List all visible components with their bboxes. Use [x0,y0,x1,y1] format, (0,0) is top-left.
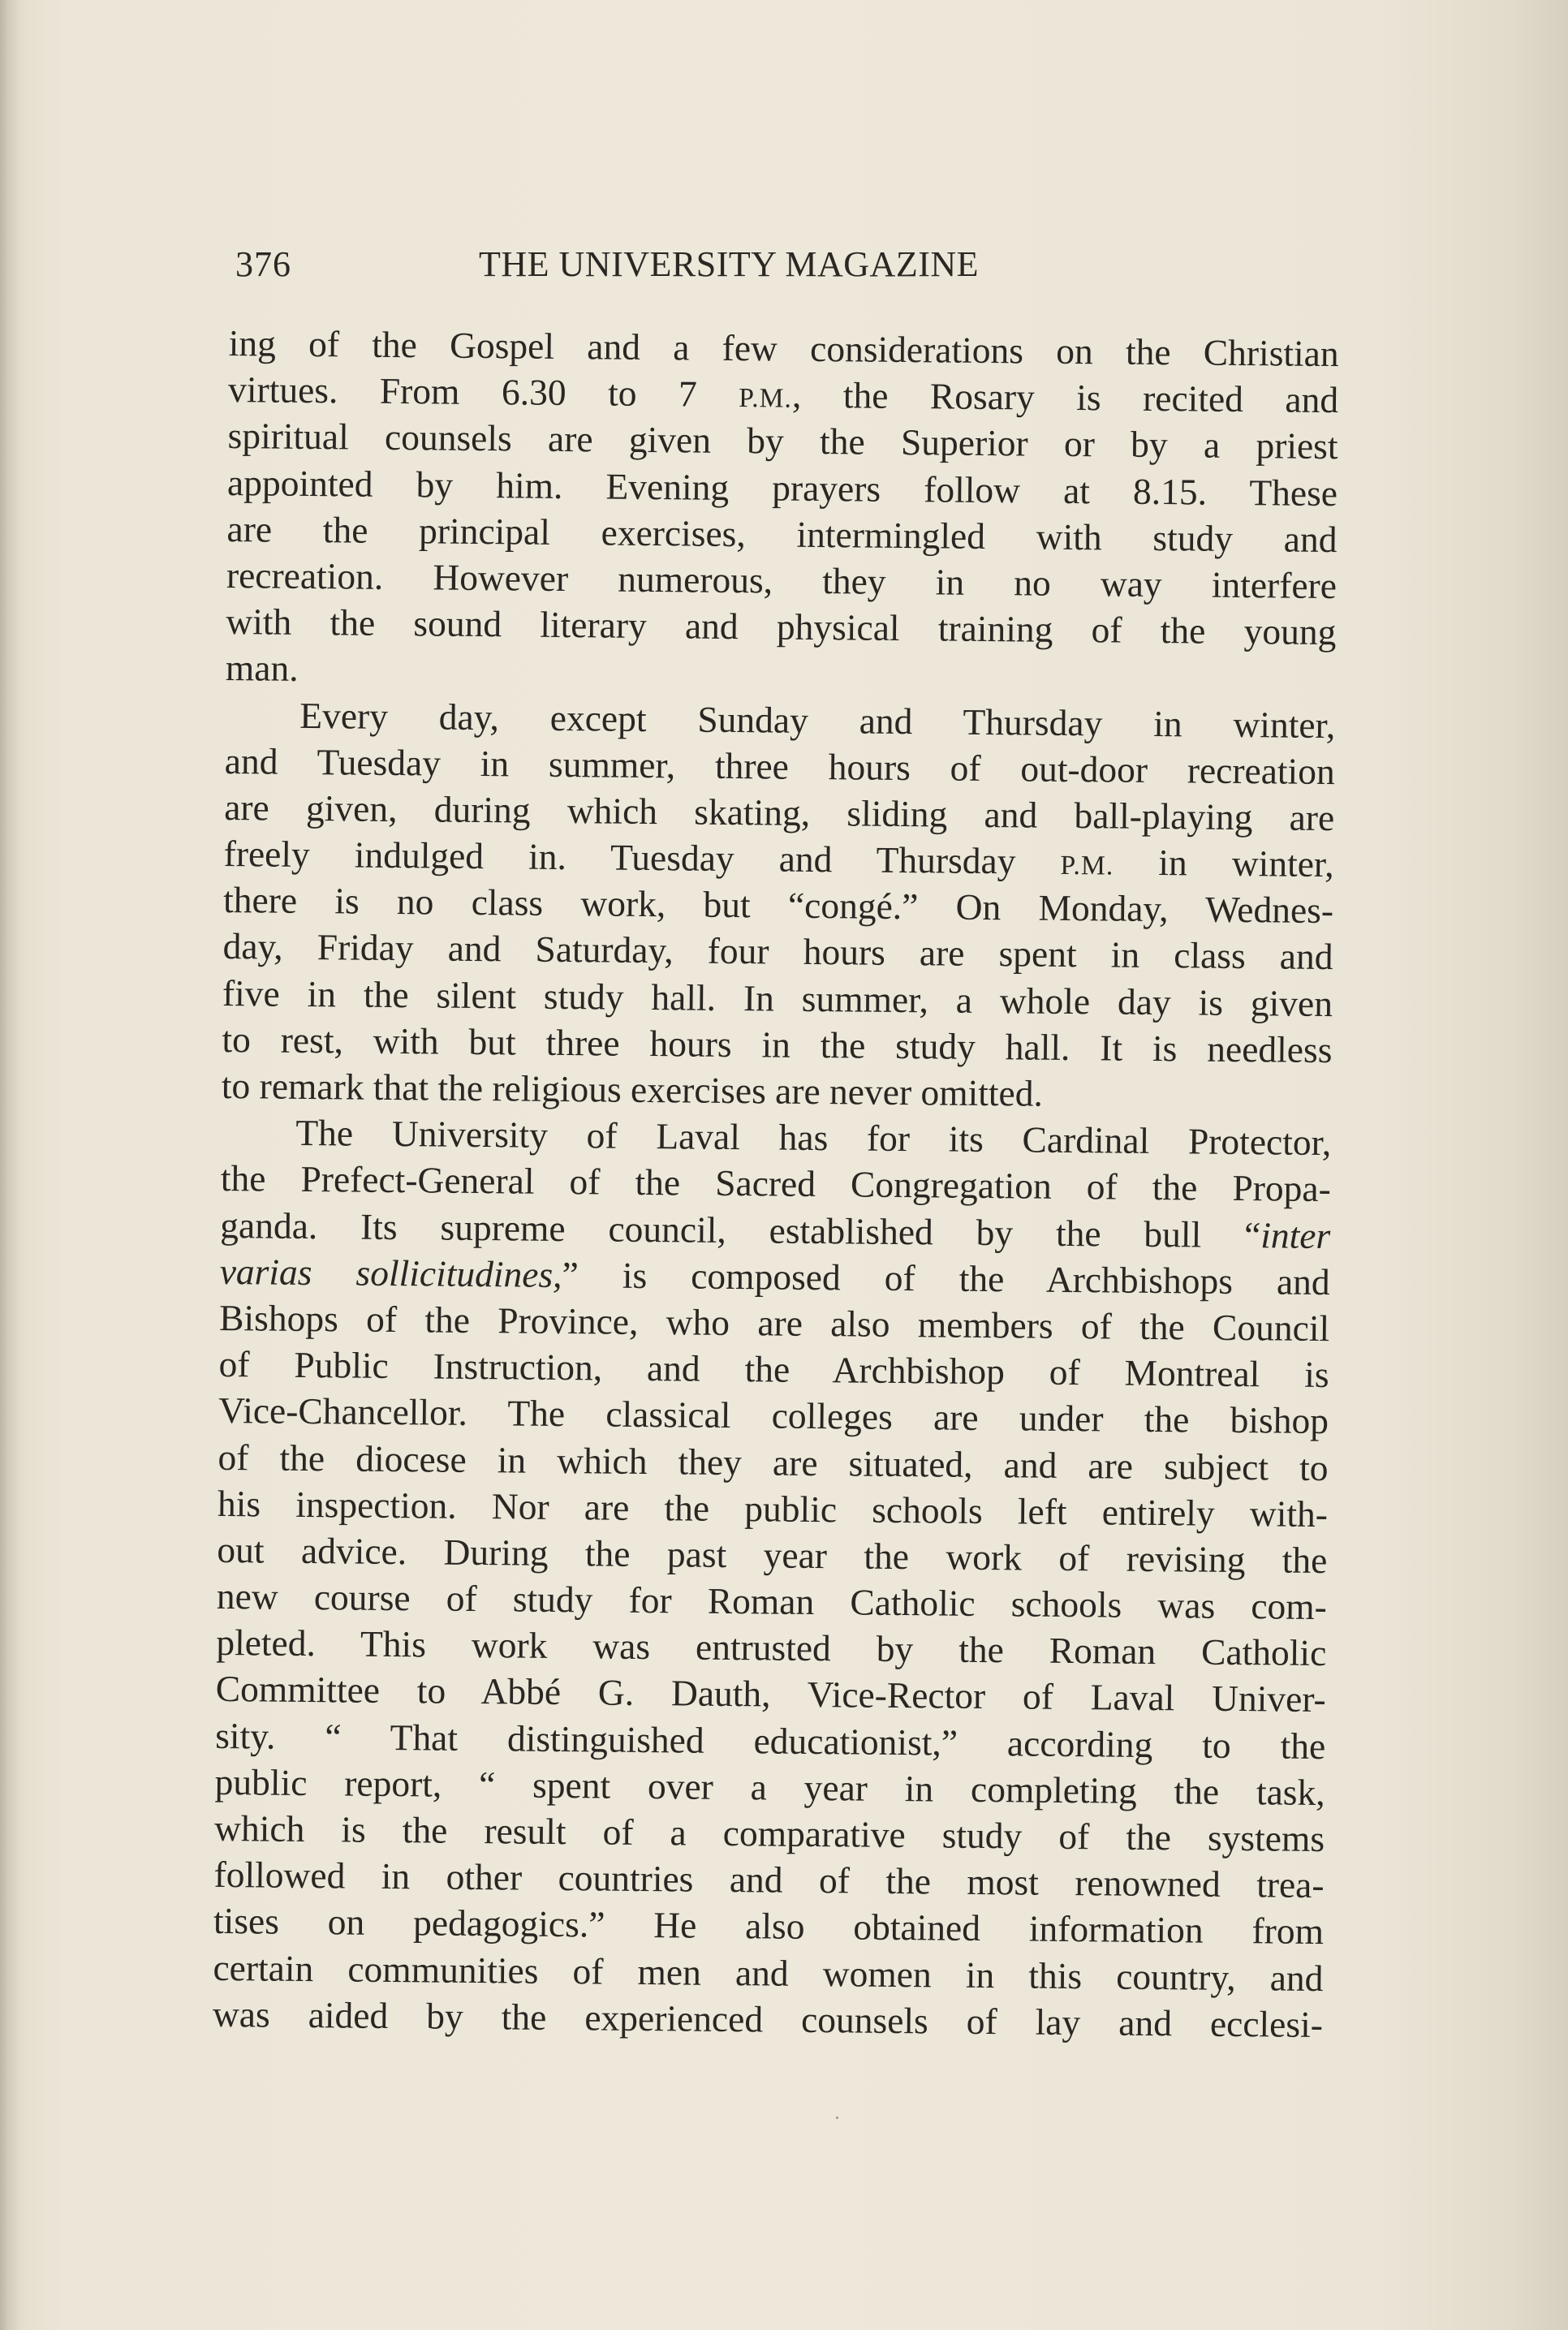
text-line: Vice-Chancellor. The classical colleges are under the bishop [218,1389,1329,1442]
text-line: to remark that the religious exercises are never omitted. [221,1064,1044,1114]
text-line: of the diocese in which they are situated, and are subject to [218,1436,1329,1488]
text-line: appointed by him. Evening prayers follow at 8.15. These [226,461,1338,514]
text-line: man. [225,647,299,690]
text-line: spiritual counsels are given by the Superior or by a priest [227,415,1338,467]
text-line: recreation. However numerous, they in no way interfere [226,553,1338,607]
text-line: sity. “ That distinguished educationist,” according to the [215,1714,1326,1767]
text-line: varias sollicitudines,” is composed of the Archbishops and [219,1250,1330,1303]
text-line: freely indulged in. Tuesday and Thursday P.M. in winter, [223,833,1334,885]
text-line: followed in other countries and of the most renowned trea- [213,1854,1325,1906]
text-line: virtues. From 6.30 to 7 P.M., the Rosary is recited and [227,368,1339,421]
text-line: his inspection. Nor are the public schools left entirely with- [217,1482,1329,1535]
text-line: of Public Instruction, and the Archbishop of Montreal is [218,1343,1329,1396]
text-line: and Tuesday in summer, three hours of out-door recreation [224,739,1335,792]
text-line: ing of the Gospel and a few considerations on the Christian [228,321,1339,375]
text-line: was aided by the experienced counsels of lay and ecclesi- [212,1992,1324,2045]
paragraph-start-line: Every day, except Sunday and Thursday in winter, [299,694,1336,746]
text-line: Committee to Abbé G. Dauth, Vice-Rector of Laval Univer- [215,1668,1326,1721]
paragraph-start-line: The University of Laval has for its Cardinal Protector, [295,1112,1332,1164]
text-line: Bishops of the Province, who are also members of the Council [218,1296,1330,1350]
body-text [213,320,1339,2048]
text-line: are the principal exercises, intermingled with study and [226,507,1338,560]
text-line: public report, “ spent over a year in completing the task, [214,1760,1325,1813]
text-line: ganda. Its supreme council, established by the bull “inter [220,1204,1331,1256]
text-line: are given, during which skating, sliding and ball-playing are [223,786,1335,838]
text-line: with the sound literary and physical training of the young [226,601,1337,653]
running-head: THE UNIVERSITY MAGAZINE [479,244,980,284]
small-caps-pm: P.M. [739,383,793,414]
italic-text: inter [1260,1213,1331,1256]
small-caps-pm: P.M. [1060,850,1114,881]
text-line: pleted. This work was entrusted by the Roman Catholic [216,1622,1327,1674]
text-line: new course of study for Roman Catholic schools was com- [216,1574,1328,1628]
text-line: five in the silent study hall. In summer, a whole day is given [222,971,1333,1024]
text-line: certain communities of men and women in this country, and [213,1946,1324,1999]
text-line: out advice. During the past year the work of revising the [217,1528,1328,1581]
text-line: there is no class work, but “congé.” On Monday, Wednes- [222,879,1334,932]
page-number: 376 [235,244,291,284]
text-line: tises on pedagogics.” He also obtained information from [213,1900,1325,1953]
paper-speck [836,2117,838,2119]
italic-text: varias sollicitudines, [219,1250,562,1295]
text-line: which is the result of a comparative study of the systems [213,1807,1325,1860]
page-header [235,243,1096,308]
text-line: to rest, with but three hours in the study hall. It is needless [222,1018,1333,1070]
text-line: the Prefect-General of the Sacred Congregation of the Propa- [220,1157,1332,1210]
text-line: day, Friday and Saturday, four hours are spent in class and [222,925,1333,978]
